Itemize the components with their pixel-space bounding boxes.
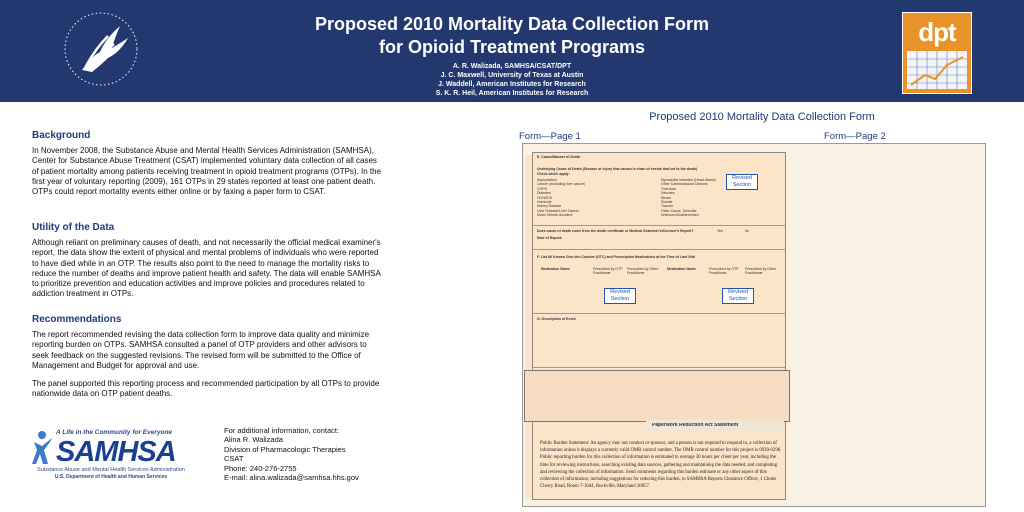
form-divider xyxy=(533,249,785,250)
medication-name-header: Medication Name xyxy=(541,267,570,271)
yes-option: Yes xyxy=(717,229,723,233)
revised-section-tag xyxy=(726,174,758,190)
section-e-label: E. Cause/Manner of Death xyxy=(537,155,581,159)
revised-tag-line1: Revised xyxy=(728,289,748,295)
prescribed-other-header-2: Prescribed by Other Practitioner xyxy=(745,267,777,276)
contact-line: Division of Pharmacologic Therapies xyxy=(224,444,346,454)
header-banner xyxy=(0,0,1024,102)
underlying-cause-label: Underlying Cause of Death (Disease or injury that caused a chain of events that led to the death) xyxy=(537,167,698,171)
prescribed-otp-header: Prescribed by OTP Practitioner xyxy=(593,267,623,276)
form-divider xyxy=(533,367,785,368)
cause-item: Trauma xyxy=(661,204,673,209)
cause-item: Kidney Disease xyxy=(537,204,562,209)
cause-item: Diabetes xyxy=(537,191,551,196)
revised-section-tag xyxy=(604,288,636,304)
dpt-logo xyxy=(902,12,972,94)
background-heading: Background xyxy=(32,130,91,141)
dpt-logo-text: dpt xyxy=(918,17,956,47)
cause-item: Other Cause, Describe xyxy=(661,208,697,213)
no-option: No xyxy=(745,229,750,233)
utility-text: Although reliant on preliminary causes of death, and not necessarily the official medical examiner's report, the data show the extent of physical and mental problems of individuals who were reported to have died while in an OTP. The results also point to the need to manage the mortality risks to reduce the number of deaths and improve patient health and safety. The data will enable SAMHSA to prioritize prevention and education activities and improve policies and procedures related to addiction treatment in OTPs. xyxy=(32,238,381,299)
author-line: J. Waddell, American Institutes for Research xyxy=(438,81,586,88)
check-which-label: Check which apply: xyxy=(537,172,570,176)
cause-item: Cancer (excluding liver cancer) xyxy=(537,182,586,187)
revised-section-tag xyxy=(722,288,754,304)
utility-heading: Utility of the Data xyxy=(32,222,115,233)
form-page1-bottom-sheet xyxy=(524,370,790,422)
samhsa-full-name: Substance Abuse and Mental Health Services Administration xyxy=(37,467,185,473)
samhsa-tagline: A Life in the Community for Everyone xyxy=(56,429,173,436)
contact-line: CSAT xyxy=(224,454,244,464)
form-page1-label: Form—Page 1 xyxy=(519,131,581,142)
paperwork-statement: Public Burden Statement: An agency may not conduct or sponsor, and a person is not required to respond to, a collection of information unless it displays a currently valid OMB control number. The OMB control number for this project is 0930-0296. Public reporting burden for this collection of information is estimated to average 30 hours per client per year, including the time for reviewing instructions, searching existing data sources, gathering and maintaining the data needed, and completing and reviewing the collection of information. Send comments regarding this burden estimate or any other aspect of this collection of information, including suggestions for reducing this burden, to SAMHSA Reports Clearance Officer, 1 Choke Cherry Road, Room 7-1044, Rockville, Maryland 20857. xyxy=(540,441,782,490)
recommendations-text-2: The panel supported this reporting process and recommended participation by all OTPs to provide nationwide data on OTP patient deaths. xyxy=(32,379,380,399)
recommendations-heading: Recommendations xyxy=(32,314,122,325)
samhsa-logo xyxy=(30,428,190,488)
section-g-label: G. Description of Event xyxy=(537,317,576,321)
revised-tag-line1: Revised xyxy=(732,175,752,181)
samhsa-name: SAMHSA xyxy=(56,436,176,468)
recommendations-text: The report recommended revising the data collection form to improve data quality and minimize reporting burden on OTPs. SAMHSA consulted a panel of OTP providers and other advisors to seek feedback on the suggested revisions. The revised form will be submitted to the Office of Management and Budget for approval and use. xyxy=(32,330,370,370)
author-list xyxy=(300,62,724,98)
cause-item: Homicide xyxy=(537,200,552,205)
cause-item: Other Cardiovascular Disease xyxy=(661,182,708,187)
contact-block xyxy=(224,426,359,482)
prescribed-other-header: Prescribed by Other Practitioner xyxy=(627,267,659,276)
contact-email: E-mail: alina.walizada@samhsa.hhs.gov xyxy=(224,473,359,483)
cause-item: COPD xyxy=(537,186,548,191)
cause-item: Suicide xyxy=(661,200,673,205)
author-line: S. K. R. Heil, American Institutes for Research xyxy=(435,90,589,97)
person-figure-icon xyxy=(30,430,56,466)
background-text: In November 2008, the Substance Abuse and Mental Health Services Administration (SAMHSA), Center for Substance Abuse Treatment (CSAT) implemented voluntary data collection of all cases of patient mortality among patients receiving treatment in opioid treatment programs (OTPs). In the first year of voluntary reporting (2009), 161 OTPs in 29 states reported at least one patient death. OTPs could report mortality events either online or by faxing a paper form to CSAT. xyxy=(32,146,382,197)
poster-title-line1: Proposed 2010 Mortality Data Collection Form xyxy=(314,14,710,34)
hhs-eagle-icon xyxy=(62,8,140,90)
cause-item: Unknown/Undetermined xyxy=(661,213,699,218)
samhsa-department: U.S. Department of Health and Human Services xyxy=(54,474,168,480)
contact-line: Alina R. Walizada xyxy=(224,435,283,445)
causes-left-list xyxy=(537,178,585,218)
form-page2-label: Form—Page 2 xyxy=(824,131,886,142)
cause-source-question: Does cause of death come from the death certificate or Medical Examiner's/Coroner's Report? xyxy=(537,229,694,233)
paperwork-title: Paperwork Reduction Act Statement xyxy=(652,423,739,428)
cause-item: Myocardial Infarction (Heart Attack) xyxy=(661,178,716,182)
revised-tag-line1: Revised xyxy=(610,289,630,295)
cause-item: Stroke xyxy=(661,195,672,200)
form-title: Proposed 2010 Mortality Data Collection Form xyxy=(649,111,875,123)
contact-line: Phone: 240-276-2755 xyxy=(224,463,297,473)
revised-tag-line2: Section xyxy=(732,182,752,188)
revised-tag-line2: Section xyxy=(610,296,630,302)
poster-title-line2: for Opioid Treatment Programs xyxy=(378,37,646,57)
cause-item: Liver Disease/Liver Cancer xyxy=(537,208,580,213)
author-line: A. R. Walizada, SAMHSA/CSAT/DPT xyxy=(452,63,572,70)
revised-tag-line2: Section xyxy=(728,296,748,302)
date-of-report-label: Date of Report: xyxy=(537,236,563,240)
prescribed-otp-header-2: Prescribed by OTP Practitioner xyxy=(709,267,739,276)
medication-name-header-2: Medication Name xyxy=(667,267,696,271)
author-line: J. C. Maxwell, University of Texas at Austin xyxy=(440,72,584,79)
contact-line: For additional information, contact: xyxy=(224,426,340,435)
paperwork-title-box xyxy=(646,420,784,432)
cause-item: Seizures xyxy=(661,191,675,196)
cause-item: Motor Vehicle Accident xyxy=(537,213,573,218)
cause-item: HIV/AIDS xyxy=(537,195,552,200)
section-f-label: F. List All Known Over-the-Counter (OTC) and Prescription Medications at the Time of Last Visit xyxy=(537,255,696,259)
cause-item: Overdose xyxy=(661,186,677,191)
form-divider xyxy=(533,313,785,314)
causes-right-list xyxy=(661,178,716,218)
form-divider xyxy=(533,225,785,226)
cause-item: Asphyxiation xyxy=(537,178,557,182)
dpt-grid-icon xyxy=(907,51,967,89)
